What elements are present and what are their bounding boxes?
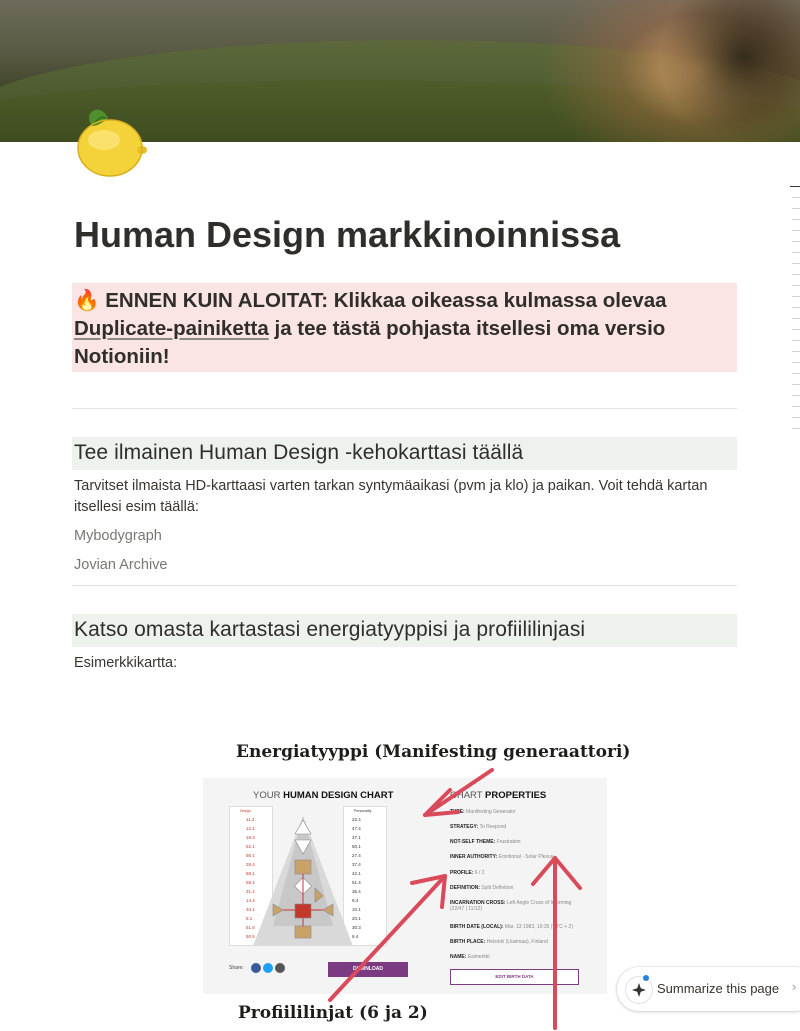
- personality-gate: 20.1: [352, 916, 361, 921]
- chart-property: NOT-SELF THEME: Frustration: [450, 839, 521, 845]
- design-gate: 52.1: [246, 844, 255, 849]
- personality-label: Personality: [354, 809, 372, 813]
- design-gate: 58.1: [246, 880, 255, 885]
- chart-property: DEFINITION: Split Definition: [450, 885, 514, 891]
- personality-gate: 10.1: [352, 907, 361, 912]
- notification-dot: [643, 975, 649, 981]
- personality-gate: 42.1: [352, 871, 361, 876]
- chart-property: TYPE: Manifesting Generator: [450, 809, 516, 815]
- chart-property: INCARNATION CROSS: Left Angle Cross of Informing (22/47 | 11/12): [450, 900, 572, 912]
- summarize-page-button[interactable]: [617, 967, 800, 1011]
- properties-title: CHART PROPERTIES: [450, 790, 547, 801]
- divider: [72, 585, 737, 586]
- bodygraph-diagram: [243, 806, 363, 956]
- paragraph: Tarvitset ilmaista HD-karttaasi varten tarkan syntymäaikasi (pvm ja klo) ja paikan. Voit tehdä kartan itsellesi esim täällä:: [74, 478, 708, 515]
- email-icon: [275, 963, 285, 973]
- page-title: Human Design markkinoinnissa: [74, 214, 621, 255]
- twitter-icon: [263, 963, 273, 973]
- design-gate: 14.4: [246, 898, 255, 903]
- paragraph: Esimerkkikartta:: [74, 655, 178, 671]
- section-heading: [72, 437, 737, 470]
- chart-property: PROFILE: 6 / 2: [450, 870, 485, 876]
- chevron-right-icon: ›: [792, 979, 797, 994]
- chart-property: NAME: Esimerkki: [450, 954, 490, 960]
- fire-icon: 🔥: [74, 289, 100, 312]
- duplicate-link[interactable]: Duplicate-painiketta: [74, 317, 269, 340]
- design-gate: 31.4: [246, 889, 255, 894]
- callout: [72, 283, 737, 372]
- annotation-energy-type: Energiatyyppi (Manifesting generaattori): [236, 742, 631, 762]
- personality-gate: 30.3: [352, 925, 361, 930]
- personality-gate: 50.1: [352, 844, 361, 849]
- example-chart-image: [203, 778, 607, 994]
- lemon-icon[interactable]: [72, 104, 152, 184]
- personality-gate: 9.4: [352, 934, 359, 939]
- personality-gate: 27.4: [352, 853, 361, 858]
- divider: [72, 408, 737, 409]
- personality-gate: 51.4: [352, 880, 361, 885]
- callout-text-1: ENNEN KUIN ALOITAT: Klikkaa oikeassa kulmassa olevaa: [105, 289, 667, 312]
- sparkle-icon: [625, 976, 653, 1004]
- annotation-profile-lines: Profiililinjat (6 ja 2): [238, 1003, 428, 1023]
- design-gate: 34.1: [246, 907, 255, 912]
- design-gate: 50.5: [246, 934, 255, 939]
- section-heading-text: Katso omasta kartastasi energiatyyppisi ja profiililinjasi: [74, 618, 586, 641]
- design-label: Design: [240, 809, 251, 813]
- summarize-label: Summarize this page: [657, 981, 780, 996]
- share-label: Share:: [229, 965, 244, 971]
- chart-property: STRATEGY: To Respond: [450, 824, 507, 830]
- personality-gate: 37.1: [352, 835, 361, 840]
- table-of-contents-indicator[interactable]: [788, 186, 800, 439]
- design-gate: 12.1: [246, 826, 255, 831]
- personality-gate: 47.4: [352, 826, 361, 831]
- design-gate: 56.1: [246, 853, 255, 858]
- link-mybodygraph[interactable]: Mybodygraph: [74, 528, 162, 544]
- personality-gate: 37.4: [352, 862, 361, 867]
- personality-gate: 9.4: [352, 898, 359, 903]
- personality-gate: 35.4: [352, 889, 361, 894]
- design-gate: 51.5: [246, 925, 255, 930]
- design-gate: 8.1: [246, 916, 253, 921]
- callout-text-2: ja tee tästä pohjasta itsellesi oma versio Notioniin!: [74, 317, 666, 368]
- design-gate: 28.4: [246, 862, 255, 867]
- chart-property: BIRTH PLACE: Helsinki (Uusimaa), Finland: [450, 939, 548, 945]
- section-heading: [72, 614, 737, 647]
- chart-title: YOUR HUMAN DESIGN CHART: [253, 790, 394, 801]
- design-gate: 18.3: [246, 835, 255, 840]
- chart-property: BIRTH DATE (LOCAL): Mar, 13 1983, 10:35 (UTC + 2): [450, 924, 573, 930]
- personality-gate: 22.4: [352, 817, 361, 822]
- edit-birth-data-button: EDIT BIRTH DATA: [450, 969, 579, 985]
- chart-property: INNER AUTHORITY: Emotional - Solar Plexus: [450, 854, 554, 860]
- download-button: DOWNLOAD: [328, 962, 408, 977]
- design-gate: 58.1: [246, 871, 255, 876]
- section-heading-text: Tee ilmainen Human Design -kehokarttasi täällä: [74, 441, 524, 464]
- link-jovian-archive[interactable]: Jovian Archive: [74, 557, 168, 573]
- facebook-icon: [251, 963, 261, 973]
- design-gate: 11.2: [246, 817, 255, 822]
